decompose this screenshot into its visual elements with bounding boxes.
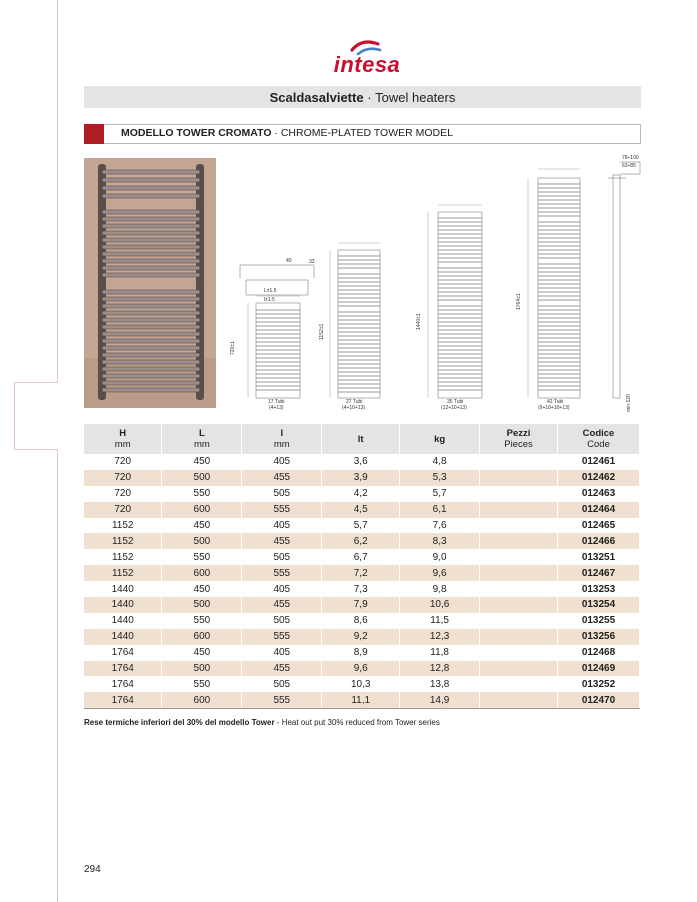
- table-row: [84, 597, 640, 613]
- cell-l-minor: 505: [242, 676, 322, 692]
- specification-table: [84, 424, 640, 709]
- cell-kg: 5,7: [400, 486, 480, 502]
- cell-pieces: [480, 533, 558, 549]
- cell-kg: 4,8: [400, 454, 480, 470]
- cell-kg: 12,3: [400, 629, 480, 645]
- cell-pieces: [480, 645, 558, 661]
- cell-pieces: [480, 692, 558, 708]
- cell-lt: 8,6: [322, 613, 400, 629]
- cell-lt: 4,5: [322, 502, 400, 518]
- cell-l-minor: 555: [242, 692, 322, 708]
- model-2-height-label: 1152±1: [319, 323, 325, 340]
- cell-pieces: [480, 470, 558, 486]
- table-row: [84, 549, 640, 565]
- cell-l-minor: 505: [242, 613, 322, 629]
- cell-l-major: 550: [162, 486, 242, 502]
- cell-code: 013253: [558, 581, 640, 597]
- cell-l-major: 600: [162, 629, 242, 645]
- cell-l-major: 550: [162, 549, 242, 565]
- header-pieces: Pezzi Pieces: [480, 424, 558, 454]
- table-row: [84, 470, 640, 486]
- cell-code: 012468: [558, 645, 640, 661]
- page-margin-line: [57, 0, 58, 902]
- page-number: 294: [84, 864, 101, 875]
- intesa-logo: [322, 36, 412, 80]
- cell-h: 1152: [84, 533, 162, 549]
- cell-lt: 9,6: [322, 661, 400, 677]
- table-header-row: [84, 424, 640, 454]
- cell-lt: 3,6: [322, 454, 400, 470]
- cell-pieces: [480, 502, 558, 518]
- cell-h: 1440: [84, 581, 162, 597]
- cell-kg: 12,8: [400, 661, 480, 677]
- model-title-italian: MODELLO TOWER CROMATO: [121, 127, 272, 139]
- cell-l-minor: 455: [242, 597, 322, 613]
- table-row: [84, 661, 640, 677]
- cell-code: 013256: [558, 629, 640, 645]
- cell-code: 012464: [558, 502, 640, 518]
- cell-kg: 10,6: [400, 597, 480, 613]
- header-l-major: L mm: [162, 424, 242, 454]
- model-title: [121, 127, 453, 139]
- cell-l-major: 500: [162, 597, 242, 613]
- cell-l-major: 450: [162, 581, 242, 597]
- cell-pieces: [480, 613, 558, 629]
- cell-h: 720: [84, 502, 162, 518]
- header-lt: lt: [322, 424, 400, 454]
- logo-wordmark: intesa: [333, 52, 401, 77]
- cell-code: 012463: [558, 486, 640, 502]
- product-photo: [84, 158, 216, 408]
- bracket-height-label: 33: [309, 259, 315, 265]
- cell-h: 1440: [84, 613, 162, 629]
- table-row: [84, 629, 640, 645]
- section-title-english: Towel heaters: [375, 89, 456, 105]
- cell-l-major: 600: [162, 502, 242, 518]
- cell-lt: 9,2: [322, 629, 400, 645]
- cell-l-minor: 455: [242, 470, 322, 486]
- bracket-l-minor-label: l±1.5: [264, 297, 275, 303]
- cell-code: 012461: [558, 454, 640, 470]
- overall-depth-minor: 63÷85: [622, 163, 636, 169]
- cell-lt: 6,2: [322, 533, 400, 549]
- section-title-separator: ·: [363, 89, 376, 105]
- cell-kg: 8,3: [400, 533, 480, 549]
- model-3-height-label: 1440±1: [416, 313, 422, 330]
- footnote: [84, 718, 440, 727]
- cell-l-minor: 455: [242, 533, 322, 549]
- cell-h: 1440: [84, 597, 162, 613]
- bracket-l-major-label: L±1.5: [264, 288, 277, 294]
- cell-code: 013252: [558, 676, 640, 692]
- cell-code: 012465: [558, 518, 640, 534]
- cell-l-major: 550: [162, 676, 242, 692]
- cell-l-major: 500: [162, 470, 242, 486]
- model-1-groups-label: (4+13): [269, 405, 284, 411]
- cell-h: 1152: [84, 565, 162, 581]
- cell-lt: 8,9: [322, 645, 400, 661]
- model-4-height-label: 1764±1: [516, 293, 522, 310]
- cell-pieces: [480, 629, 558, 645]
- bracket-width-label: 40: [286, 258, 292, 264]
- cell-code: 012470: [558, 692, 640, 708]
- cell-pieces: [480, 454, 558, 470]
- model-2-groups-label: (4+10+13): [342, 405, 366, 411]
- table-row: [84, 518, 640, 534]
- cell-pieces: [480, 597, 558, 613]
- cell-l-major: 600: [162, 692, 242, 708]
- header-l-minor: l mm: [242, 424, 322, 454]
- model-3-tubes-label: 35 Tubi: [447, 399, 464, 405]
- model-3-groups-label: (12+10+13): [441, 405, 467, 411]
- cell-pieces: [480, 581, 558, 597]
- cell-code: 012469: [558, 661, 640, 677]
- cell-code: 013251: [558, 549, 640, 565]
- cell-kg: 7,6: [400, 518, 480, 534]
- cell-kg: 9,8: [400, 581, 480, 597]
- table-row: [84, 613, 640, 629]
- cell-lt: 6,7: [322, 549, 400, 565]
- header-code: Codice Code: [558, 424, 640, 454]
- cell-l-minor: 405: [242, 454, 322, 470]
- cell-l-major: 500: [162, 661, 242, 677]
- cell-l-major: 500: [162, 533, 242, 549]
- cell-h: 1764: [84, 676, 162, 692]
- cell-h: 1440: [84, 629, 162, 645]
- footnote-rest: - Heat out put 30% reduced from Tower series: [274, 718, 440, 727]
- cell-kg: 9,0: [400, 549, 480, 565]
- table-row: [84, 454, 640, 470]
- cell-h: 720: [84, 454, 162, 470]
- cell-kg: 6,1: [400, 502, 480, 518]
- cell-pieces: [480, 518, 558, 534]
- cell-pieces: [480, 486, 558, 502]
- technical-drawings: [228, 150, 643, 415]
- cell-kg: 9,6: [400, 565, 480, 581]
- cell-lt: 11,1: [322, 692, 400, 708]
- model-title-bar: [84, 124, 641, 144]
- model-4-min-label: min 120: [626, 394, 632, 412]
- cell-kg: 14,9: [400, 692, 480, 708]
- cell-code: 012466: [558, 533, 640, 549]
- cell-pieces: [480, 676, 558, 692]
- table-row: [84, 533, 640, 549]
- model-1-tubes-label: 17 Tubi: [268, 399, 285, 405]
- model-accent-block: [84, 124, 104, 144]
- cell-lt: 7,3: [322, 581, 400, 597]
- section-title-band: [84, 86, 641, 108]
- page-tab-marker: [14, 382, 58, 450]
- cell-l-minor: 555: [242, 629, 322, 645]
- model-2-tubes-label: 27 Tubi: [346, 399, 363, 405]
- model-4-groups-label: (9+10+10+13): [538, 405, 570, 411]
- cell-l-major: 450: [162, 645, 242, 661]
- cell-l-minor: 505: [242, 549, 322, 565]
- cell-h: 1152: [84, 518, 162, 534]
- cell-lt: 3,9: [322, 470, 400, 486]
- model-title-english: CHROME-PLATED TOWER MODEL: [280, 127, 453, 139]
- cell-code: 013255: [558, 613, 640, 629]
- cell-l-minor: 405: [242, 645, 322, 661]
- cell-code: 012467: [558, 565, 640, 581]
- table-row: [84, 565, 640, 581]
- cell-l-minor: 405: [242, 518, 322, 534]
- cell-kg: 11,8: [400, 645, 480, 661]
- cell-h: 720: [84, 486, 162, 502]
- cell-l-major: 550: [162, 613, 242, 629]
- cell-h: 1764: [84, 692, 162, 708]
- cell-lt: 5,7: [322, 518, 400, 534]
- table-row: [84, 502, 640, 518]
- cell-kg: 11,5: [400, 613, 480, 629]
- table-row: [84, 645, 640, 661]
- cell-h: 720: [84, 470, 162, 486]
- cell-l-major: 600: [162, 565, 242, 581]
- cell-l-major: 450: [162, 454, 242, 470]
- cell-l-minor: 505: [242, 486, 322, 502]
- cell-l-minor: 555: [242, 502, 322, 518]
- overall-depth-major: 78÷100: [622, 155, 639, 161]
- table-row: [84, 676, 640, 692]
- model-title-separator: ·: [271, 127, 281, 139]
- model-1-height-label: 720±1: [230, 341, 236, 355]
- cell-lt: 7,2: [322, 565, 400, 581]
- cell-l-minor: 555: [242, 565, 322, 581]
- cell-lt: 10,3: [322, 676, 400, 692]
- cell-pieces: [480, 565, 558, 581]
- cell-code: 013254: [558, 597, 640, 613]
- table-row: [84, 692, 640, 708]
- cell-h: 1764: [84, 645, 162, 661]
- cell-kg: 5,3: [400, 470, 480, 486]
- cell-h: 1764: [84, 661, 162, 677]
- header-h: H mm: [84, 424, 162, 454]
- section-title-italian: Scaldasalviette: [269, 89, 364, 105]
- footnote-bold: Rese termiche inferiori del 30% del modello Tower: [84, 718, 275, 727]
- cell-lt: 4,2: [322, 486, 400, 502]
- table-row: [84, 581, 640, 597]
- cell-l-minor: 455: [242, 661, 322, 677]
- table-row: [84, 486, 640, 502]
- cell-h: 1152: [84, 549, 162, 565]
- cell-pieces: [480, 549, 558, 565]
- cell-l-minor: 405: [242, 581, 322, 597]
- cell-l-major: 450: [162, 518, 242, 534]
- cell-code: 012462: [558, 470, 640, 486]
- cell-kg: 13,8: [400, 676, 480, 692]
- cell-lt: 7,9: [322, 597, 400, 613]
- model-4-tubes-label: 42 Tubi: [547, 399, 564, 405]
- header-kg: kg: [400, 424, 480, 454]
- cell-pieces: [480, 661, 558, 677]
